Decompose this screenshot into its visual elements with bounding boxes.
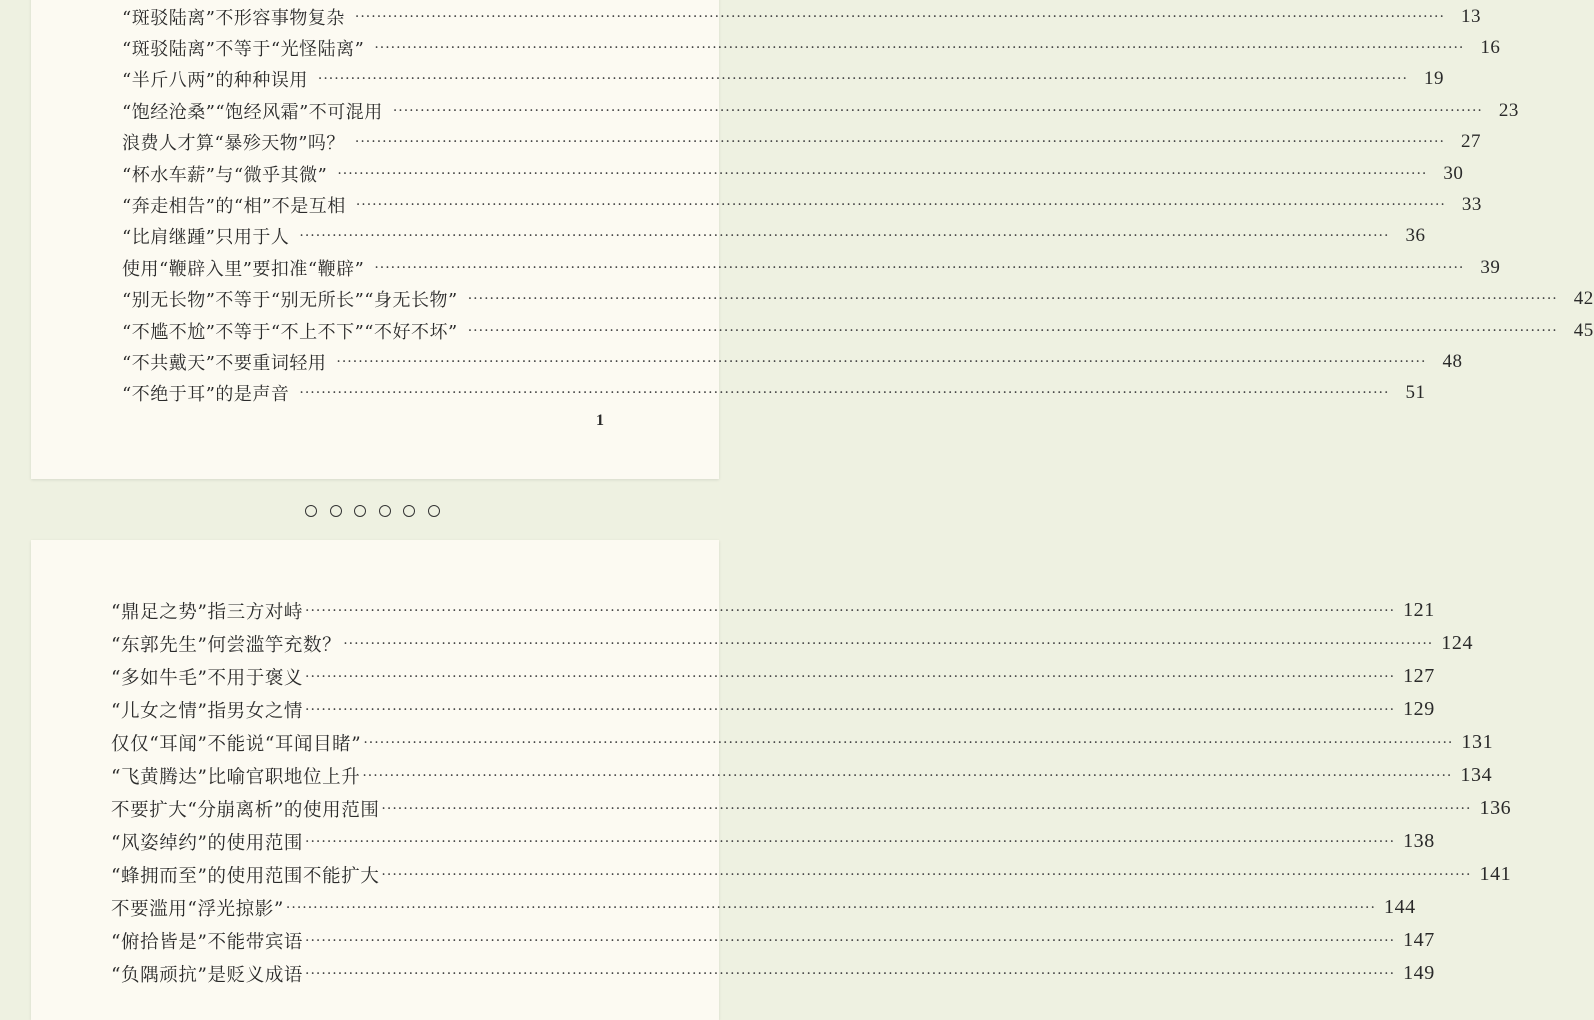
toc-leader-dots: ········································································································································································································	[305, 701, 1396, 718]
toc-leader-dots: ········································································································································································································	[336, 353, 1427, 370]
toc-entry-title: “不共戴天”不要重词轻用	[122, 352, 327, 374]
toc-leader-dots: ········································································································································································································	[305, 668, 1396, 685]
toc-entry	[122, 252, 1501, 283]
toc-entry	[122, 189, 1482, 220]
toc-entry	[122, 221, 1426, 252]
toc-entry	[111, 924, 1435, 957]
toc-entry-title: “蜂拥而至”的使用范围不能扩大	[111, 865, 380, 887]
toc-entry	[122, 64, 1444, 95]
pager-dot-6[interactable]	[428, 505, 440, 517]
toc-entry-page: 127	[1403, 665, 1435, 687]
toc-entry-title: 仅仅“耳闻”不能说“耳闻目睹”	[111, 733, 362, 755]
toc-entry-page: 45	[1573, 319, 1594, 341]
toc-entry-title: “多如牛毛”不用于褒义	[111, 667, 304, 689]
toc-leader-dots: ········································································································································································································	[337, 165, 1428, 182]
toc-entry-page: 16	[1480, 36, 1501, 58]
toc-entry	[111, 660, 1435, 693]
toc-entry-title: 浪费人才算“暴殄天物”吗？	[122, 133, 345, 155]
toc-entry-title: “东郭先生”何尝滥竽充数？	[111, 634, 342, 656]
toc-entry	[111, 594, 1435, 627]
toc-entry	[122, 1, 1481, 32]
toc-leader-dots: ········································································································································································································	[299, 228, 1390, 245]
toc-entry	[111, 792, 1512, 825]
toc-entry-page: 33	[1461, 193, 1482, 215]
toc-entry-title: “别无长物”不等于“别无所长”“身无长物”	[122, 290, 458, 312]
toc-leader-dots: ········································································································································································································	[305, 833, 1396, 850]
toc-entry	[111, 726, 1494, 759]
toc-entry-title: “负隅顽抗”是贬义成语	[111, 964, 304, 986]
toc-entry	[122, 158, 1464, 189]
toc-entry-title: “杯水车薪”与“微乎其微”	[122, 164, 328, 186]
toc-leader-dots: ········································································································································································································	[363, 734, 1454, 751]
toc-entry-page: 136	[1479, 797, 1512, 819]
toc-leader-dots: ········································································································································································································	[467, 291, 1558, 308]
toc-entry	[122, 378, 1426, 409]
toc-entry-title: 不要滥用“浮光掠影”	[111, 898, 284, 920]
toc-entry-title: “比肩继踵”只用于人	[122, 227, 290, 249]
image-pager	[305, 505, 452, 517]
toc-leader-dots: ········································································································································································································	[392, 102, 1483, 119]
toc-entry	[122, 284, 1594, 315]
toc-entry	[111, 627, 1474, 660]
toc-entry	[111, 693, 1435, 726]
pager-dot-4[interactable]	[379, 505, 391, 517]
toc-entry-page: 138	[1403, 830, 1435, 852]
toc-entry-title: “半斤八两”的种种误用	[122, 70, 308, 92]
toc-entry-title: “俯拾皆是”不能带宾语	[111, 931, 304, 953]
toc-entry-page: 131	[1461, 731, 1494, 753]
toc-entry	[122, 315, 1594, 346]
toc-leader-dots: ········································································································································································································	[317, 71, 1408, 88]
toc-entry	[111, 957, 1435, 990]
toc-leader-dots: ········································································································································································································	[285, 899, 1376, 916]
toc-leader-dots: ········································································································································································································	[354, 8, 1445, 25]
toc-entry-page: 149	[1403, 962, 1435, 984]
toc-entry-title: “风姿绰约”的使用范围	[111, 832, 304, 854]
toc-leader-dots: ········································································································································································································	[381, 866, 1472, 883]
toc-entry-page: 129	[1403, 698, 1435, 720]
toc-entry-title: “飞黄腾达”比喻官职地位上升	[111, 766, 361, 788]
toc-entry	[122, 346, 1463, 377]
toc-entry-page: 36	[1405, 225, 1426, 247]
toc-entry-page: 51	[1405, 382, 1426, 404]
toc-entry-page: 121	[1403, 599, 1435, 621]
toc-entry-page: 30	[1443, 162, 1464, 184]
toc-entry-title: “斑驳陆离”不等于“光怪陆离”	[122, 38, 365, 60]
toc-entry-title: “斑驳陆离”不形容事物复杂	[122, 7, 345, 29]
toc-entry	[122, 127, 1481, 158]
toc-entry-page: 39	[1480, 256, 1501, 278]
toc-entry-title: “奔走相告”的“相”不是互相	[122, 195, 346, 217]
toc-leader-dots: ········································································································································································································	[305, 602, 1396, 619]
toc-leader-dots: ········································································································································································································	[362, 767, 1453, 784]
toc-leader-dots: ········································································································································································································	[305, 965, 1396, 982]
toc-entry-page: 48	[1442, 350, 1463, 372]
toc-entry-title: “儿女之情”指男女之情	[111, 700, 304, 722]
toc-entry-page: 124	[1441, 632, 1474, 654]
toc-entry-title: “不绝于耳”的是声音	[122, 384, 290, 406]
toc-entry-title: “饱经沧桑”“饱经风霜”不可混用	[122, 101, 383, 123]
toc-entry-page: 141	[1479, 863, 1512, 885]
toc-leader-dots: ········································································································································································································	[355, 196, 1446, 213]
toc-entry-title: “不尴不尬”不等于“不上不下”“不好不坏”	[122, 321, 458, 343]
toc-page-bottom	[31, 540, 1512, 1020]
toc-leader-dots: ········································································································································································································	[467, 322, 1558, 339]
toc-entry-page: 23	[1498, 99, 1519, 121]
toc-entry-page: 134	[1460, 764, 1493, 786]
pager-dot-3[interactable]	[354, 505, 366, 517]
toc-entry-title: “鼎足之势”指三方对峙	[111, 601, 304, 623]
toc-entry-page: 42	[1573, 288, 1594, 310]
toc-entry	[111, 825, 1435, 858]
toc-entry-title: 使用“鞭辟入里”要扣准“鞭辟”	[122, 258, 365, 280]
toc-leader-dots: ········································································································································································································	[305, 932, 1396, 949]
toc-entry-page: 13	[1460, 5, 1481, 27]
toc-entry	[122, 32, 1501, 63]
toc-entry-page: 147	[1403, 929, 1435, 951]
toc-entry	[111, 759, 1493, 792]
toc-entry	[122, 95, 1519, 126]
pager-dot-2[interactable]	[330, 505, 342, 517]
toc-leader-dots: ········································································································································································································	[343, 635, 1434, 652]
toc-leader-dots: ········································································································································································································	[381, 800, 1472, 817]
page-number: 1	[596, 412, 604, 429]
toc-leader-dots: ········································································································································································································	[374, 39, 1465, 56]
pager-dot-1[interactable]	[305, 505, 317, 517]
toc-page-top	[31, 0, 1594, 479]
toc-entry	[111, 891, 1416, 924]
toc-entry-page: 144	[1383, 896, 1416, 918]
pager-dot-5[interactable]	[403, 505, 415, 517]
toc-leader-dots: ········································································································································································································	[299, 385, 1390, 402]
toc-entry-page: 19	[1423, 68, 1444, 90]
toc-entry-page: 27	[1460, 131, 1481, 153]
toc-leader-dots: ········································································································································································································	[374, 259, 1465, 276]
toc-entry	[111, 858, 1512, 891]
toc-leader-dots: ········································································································································································································	[354, 134, 1445, 151]
toc-entry-title: 不要扩大“分崩离析”的使用范围	[111, 799, 380, 821]
